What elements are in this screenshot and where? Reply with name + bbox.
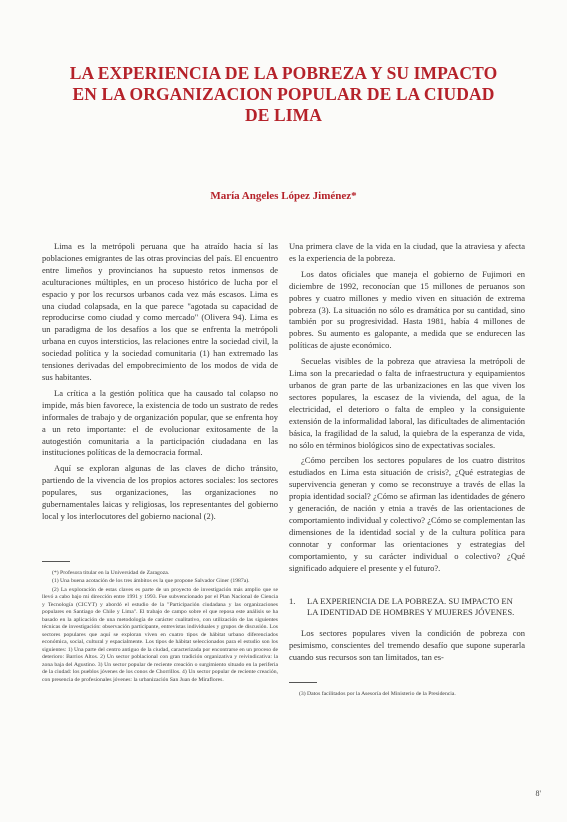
- title-line: DE LIMA: [244, 105, 323, 125]
- footnote-rule: [42, 561, 70, 562]
- body-paragraph: Secuelas visibles de la pobreza que atraviesa la metrópoli de Lima son la precariedad o falta de infraestructura y equipamientos urbanos de gran parte de las urbanizaciones en las que viven los sectores populares, la escasez de la vivienda, del agua, de la electricidad, el deterioro o falta de empleo y la consiguiente extensión de la informalidad laboral, las dificultades de alimentación básica, la fragilidad de la salud, la quiebra de la esperanza de vida, no sólo en términos biológicos sino de expectativas sociales.: [289, 356, 525, 450]
- body-paragraph: Una primera clave de la vida en la ciudad, que la atraviesa y afecta es la experiencia de la pobreza.: [289, 241, 525, 263]
- body-paragraph: La crítica a la gestión política que ha causado tal colapso no impide, más bien favorece, la existencia de todo un sustrato de redes informales de trabajo y de organización popular, que se enfrenta hoy a un reto importante: el de evolucionar exitosamente de la autogestión comunitaria a la participación ciudadana en las instituciones políticas de la democracia formal.: [42, 387, 278, 458]
- author-name: María Angeles López Jiménez*: [210, 190, 357, 202]
- footnote: (*) Profesora titular en la Universidad de Zaragoza.: [52, 569, 170, 576]
- body-paragraph: Los sectores populares viven la condición de pobreza con pesimismo, conscientes del tremendo desafío que supone superarla cuando sus recursos son tan limitados, tan es-: [289, 628, 525, 663]
- left-column: [42, 241, 278, 685]
- right-column: [289, 241, 525, 700]
- footnote-rule: [289, 682, 317, 683]
- body-paragraph: Los datos oficiales que maneja el gobierno de Fujimori en diciembre de 1992, reconocían que 15 millones de peruanos son pobres y cuatro millones y medio viven en situación de extrema pobreza (3). La situación no sólo es dramática por su cantidad, sino también por su progresividad. Hasta 1981, había 4 millones de pobres. Su aumento es galopante, a medida que se endurecen las políticas de ajuste económico.: [289, 268, 525, 351]
- title-line: LA EXPERIENCIA DE LA POBREZA Y SU IMPACTO: [69, 63, 498, 83]
- article-title: [30, 63, 537, 126]
- body-paragraph: ¿Cómo perciben los sectores populares de los cuatro distritos estudiados en Lima esta situación de crisis?, ¿Qué estrategias de supervivencia generan y como se reconstruye a través de ellas la propia identidad social? ¿Cómo se afirman las identidades de género y generación, de nación y etnia a través de las orientaciones de comportamiento individual y colectivo? ¿Cómo se complementan las dimensiones de la identidad social y de la cultura política para connotar y conformar las orientaciones y estrategias del comportamiento, y su carácter individual o colectivo? ¿Qué significado adquiere el presente y el futuro?.: [289, 455, 525, 573]
- section-number: 1.: [289, 596, 296, 607]
- body-paragraph: Aquí se exploran algunas de las claves de dicho tránsito, partiendo de la vivencia de los propios actores sociales: los sectores populares, sus organizaciones, las organizaciones no gubernamentales laicas y religiosas, los representantes del gobierno local y los interlocutores del gobierno nacional (2).: [42, 463, 278, 521]
- footnote: (3) Datos facilitados por la Asesoría del Ministerio de la Presidencia.: [299, 691, 456, 698]
- section-heading: [289, 596, 525, 618]
- title-line: EN LA ORGANIZACION POPULAR DE LA CIUDAD: [72, 84, 495, 104]
- footnote: (1) Una buena acotación de los tres ámbitos es la que propone Salvador Giner (1987a).: [52, 578, 250, 585]
- section-heading-text: LA EXPERIENCIA DE LA POBREZA. SU IMPACTO EN LA IDENTIDAD DE HOMBRES Y MUJERES JÓVENES.: [307, 596, 515, 618]
- body-paragraph: Lima es la metrópoli peruana que ha atraído hacia sí las poblaciones emigrantes de las otras provincias del país. El encuentro entre limeños y provincianos ha supuesto retos inmensos de aculturaciones múltiples, en un proceso histórico de lucha por el espacio y por los recursos urbanos cada vez más escasos. Lima es una ciudad colapsada, en la que parece "agotada su capacidad de reproducirse como ciudad y como mercado" (Olivera 94). Lima es un paradigma de los desafíos a los que se enfrenta la metrópoli urbana en cuyos intersticios, las relaciones entre la sociedad civil, la sociedad política y la sociedad comunitaria (1) han extremado las tensiones derivadas del empobrecimiento de los modos de vida de sus habitantes.: [42, 241, 278, 382]
- page-number: 8': [535, 789, 541, 798]
- footnote: (2) La exploración de estas claves es parte de un proyecto de investigación más amplio que se llevó a cabo bajo mi dirección entre 1991 y 1993. Fue subvencionado por el Plan Nacional de Ciencia y Tecnología (CICYT) y abordó el estudio de la "Participación ciudadana y las organizaciones populares en Santiago de Chile y Lima". El trabajo de campo sobre el que reposa este análisis se ha basado en la aplicación de una metodología de carácter cualitativo, con utilización de las siguientes técnicas de investigación: observación participante, entrevistas individuales y grupos de discusión. Los sectores populares que aquí se exploran viven en cuatro tipos de hábitat urbano diferenciados económica, social, cultural y espacialmente. Los tipos de hábitat seleccionados para el estudio son los siguientes: 1) Una parte del centro antiguo de la ciudad, caracterizada por encontrarse en un proceso de deterioro: Barrios Altos. 2) Un sector poblacional con gran tradición organizativa y reivindicativa: la zona baja del Agustino. 3) Un sector popular de reciente creación o surgimiento situado en la periferia de la ciudad: los pueblos jóvenes de los conos de Chorrillos. 4) Un sector popular de reciente creación, con presencia de profesionales jóvenes: la urbanización San Juan de Miraflores.: [42, 586, 278, 683]
